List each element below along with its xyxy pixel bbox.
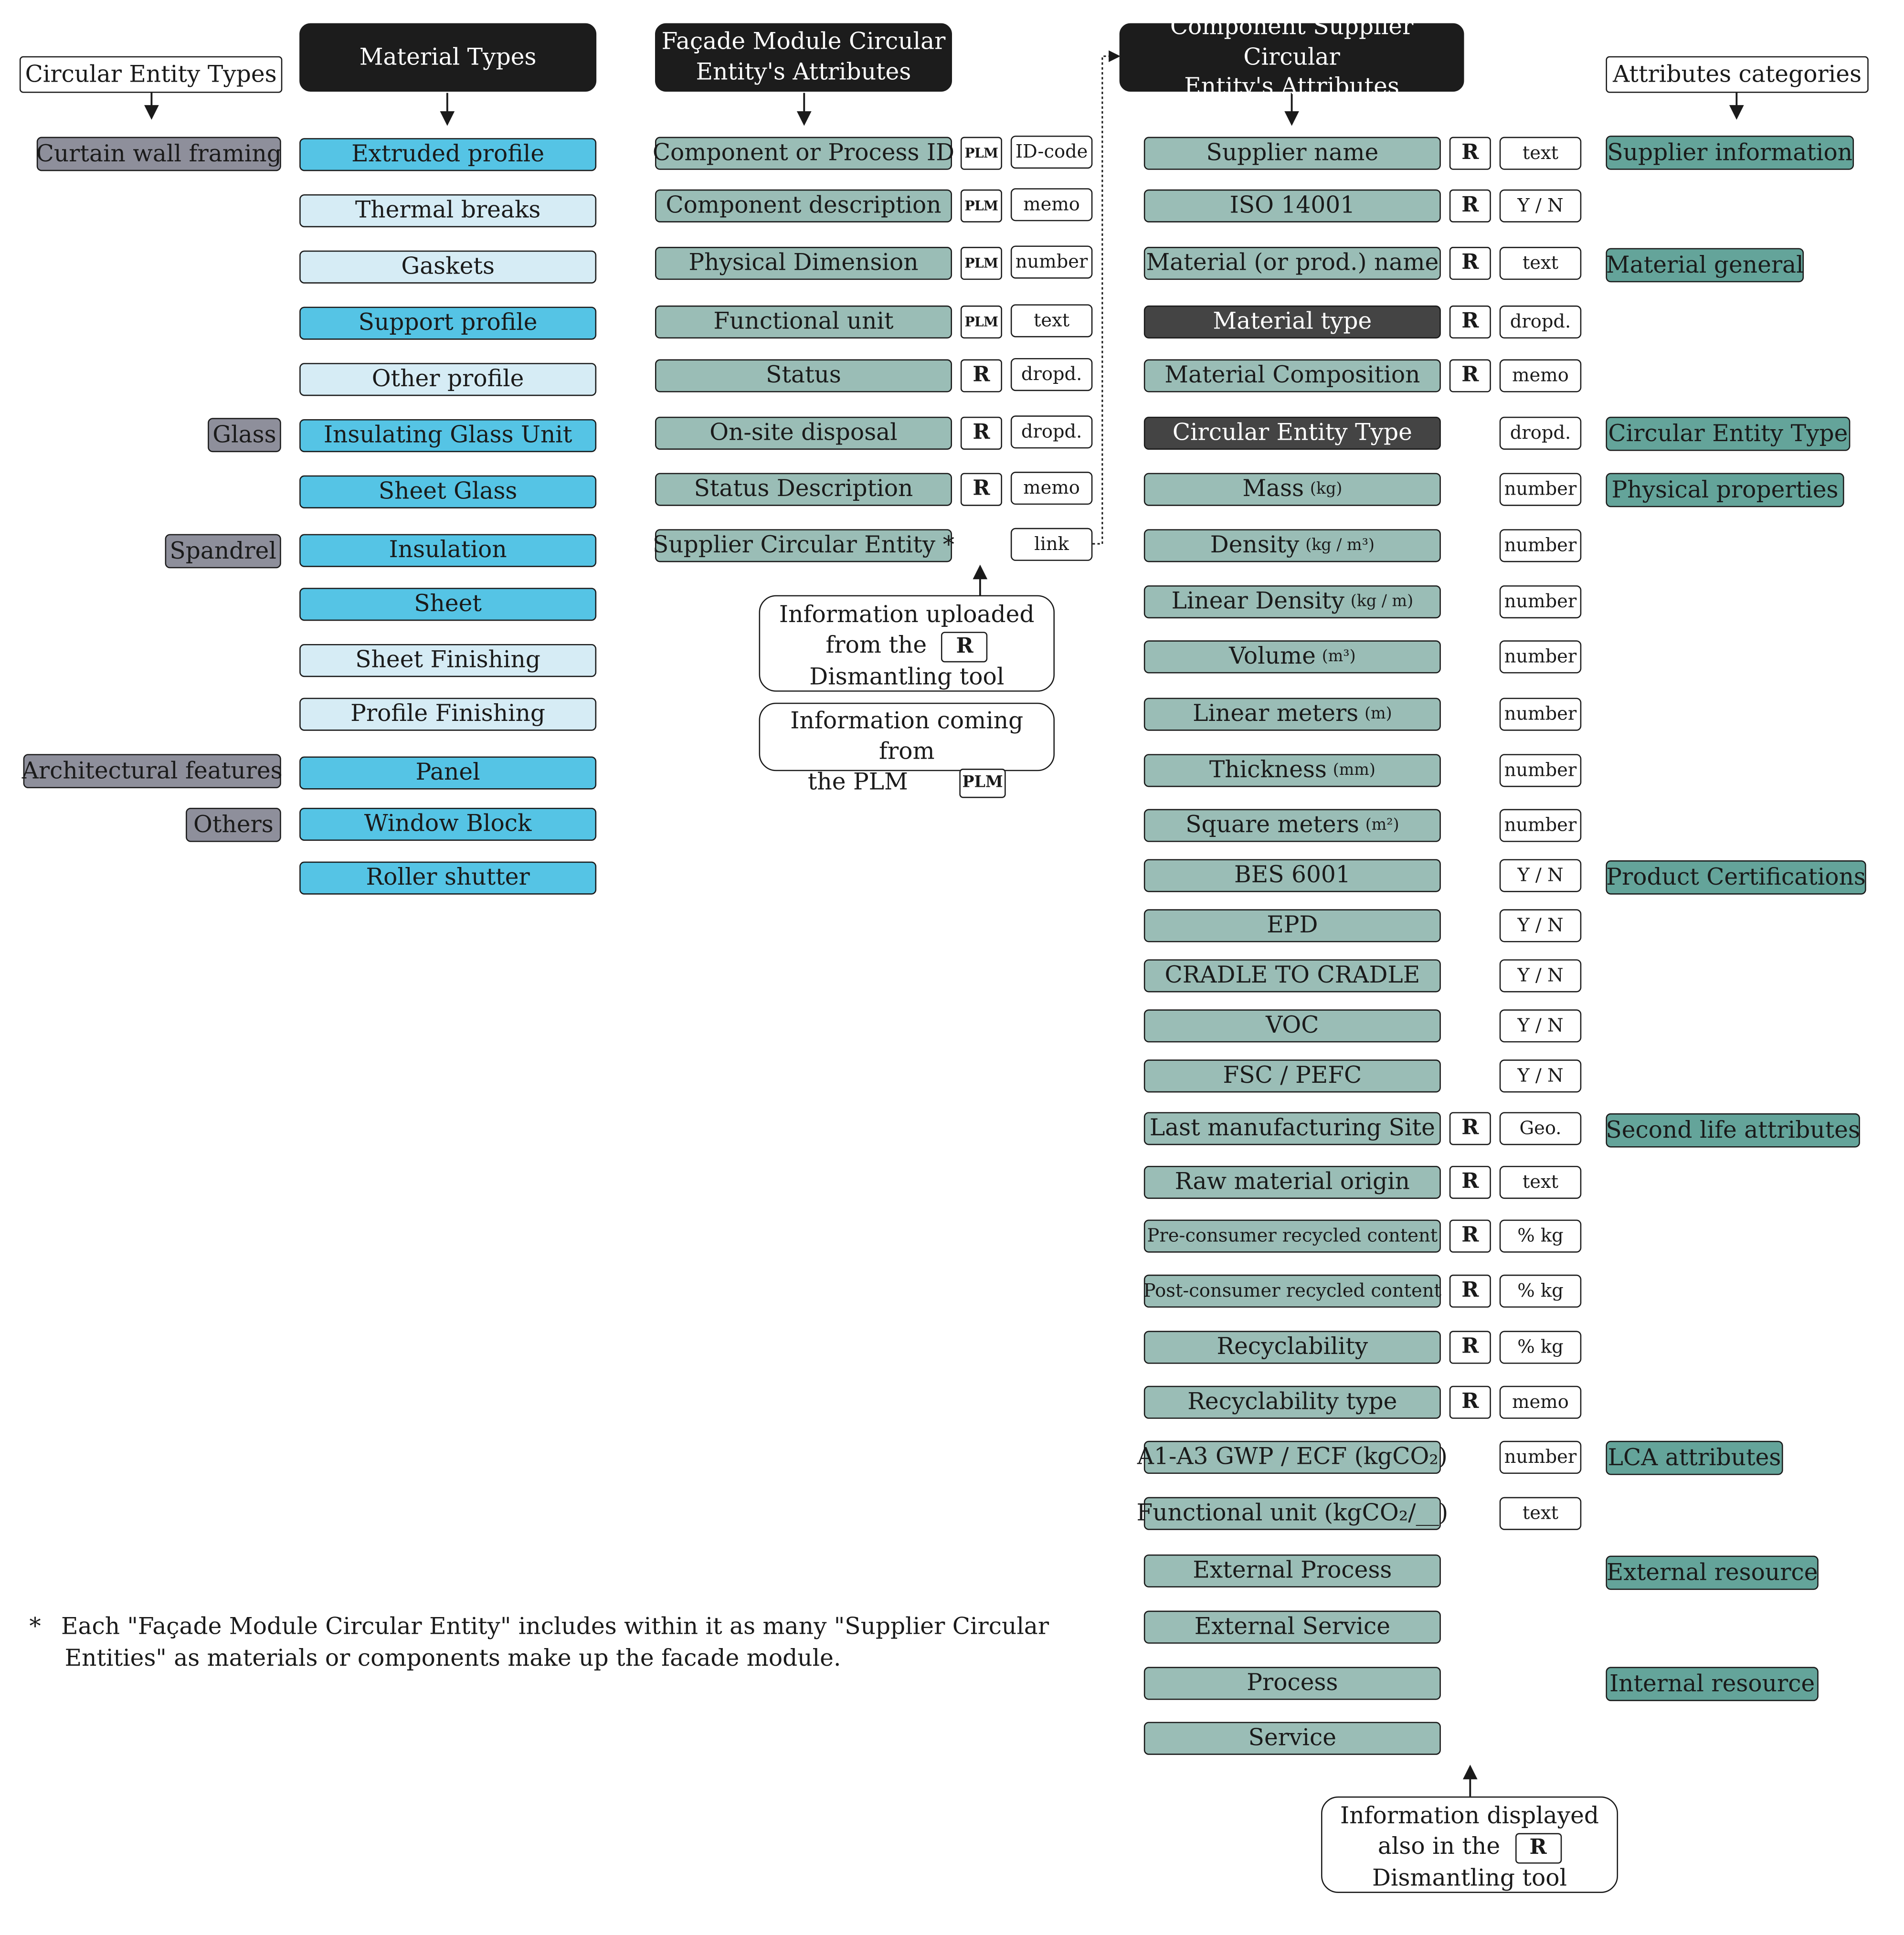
- supplier-attribute-box: [1144, 1331, 1441, 1364]
- supplier-type-box: number: [1500, 809, 1581, 842]
- supplier-attribute-label: Supplier name: [1206, 139, 1379, 167]
- supplier-type-box: Geo.: [1500, 1112, 1581, 1145]
- supplier-attribute-box: [1144, 473, 1441, 506]
- supplier-attribute-label: EPD: [1267, 911, 1318, 939]
- supplier-attribute-label: Material type: [1213, 308, 1372, 335]
- facade-attribute-box: On-site disposal: [655, 417, 952, 450]
- header-facade-attributes: Façade Module Circular Entity's Attributes: [655, 23, 952, 92]
- supplier-type-box: Y / N: [1500, 190, 1581, 222]
- facade-attribute-box: Physical Dimension: [655, 247, 952, 280]
- material-type-box: Thermal breaks: [299, 194, 596, 227]
- material-type-box: Insulation: [299, 534, 596, 567]
- plm-badge: PLM: [961, 190, 1002, 222]
- supplier-attribute-label: CRADLE TO CRADLE: [1164, 962, 1420, 989]
- supplier-attribute-box: [1144, 1611, 1441, 1644]
- r-badge: R: [1449, 1275, 1491, 1308]
- r-badge: R: [1449, 1112, 1491, 1145]
- facade-type-box: dropd.: [1011, 358, 1093, 391]
- supplier-attribute-label: Density: [1210, 531, 1300, 559]
- supplier-type-box: text: [1500, 1166, 1581, 1199]
- facade-attribute-box: Component or Process ID: [655, 137, 952, 170]
- supplier-attribute-label: Recyclability type: [1187, 1388, 1397, 1416]
- supplier-attribute-label: FSC / PEFC: [1223, 1062, 1362, 1089]
- header-entity-types: Circular Entity Types: [20, 56, 282, 93]
- supplier-attribute-label: Material (or prod.) name: [1146, 249, 1439, 276]
- supplier-attribute-label: Service: [1248, 1724, 1337, 1752]
- supplier-attribute-box: [1144, 417, 1441, 450]
- supplier-type-box: number: [1500, 1441, 1581, 1474]
- facade-attribute-box: Component description: [655, 190, 952, 222]
- supplier-attribute-box: [1137, 1441, 1448, 1474]
- r-badge: R: [1449, 306, 1491, 338]
- footnote-marker: *: [29, 1613, 41, 1640]
- material-type-box: Window Block: [299, 808, 596, 841]
- supplier-attribute-label: Linear meters: [1193, 700, 1359, 728]
- plm-badge: PLM: [961, 247, 1002, 280]
- supplier-attribute-label: VOC: [1266, 1012, 1319, 1039]
- facade-type-box: ID-code: [1011, 136, 1093, 169]
- supplier-attribute-label: External Service: [1194, 1613, 1391, 1640]
- supplier-attribute-label: Volume: [1229, 643, 1316, 670]
- entity-others: Others: [186, 808, 281, 842]
- material-type-box: Sheet Glass: [299, 476, 596, 508]
- supplier-type-box: Y / N: [1500, 1009, 1581, 1042]
- material-type-box: Other profile: [299, 363, 596, 396]
- supplier-attribute-box: [1144, 809, 1441, 842]
- supplier-attribute-box: [1144, 1386, 1441, 1419]
- supplier-attribute-box: [1144, 1722, 1441, 1755]
- supplier-attribute-label: Last manufacturing Site: [1149, 1114, 1435, 1142]
- supplier-attribute-box: [1144, 529, 1441, 562]
- facade-type-box: dropd.: [1011, 415, 1093, 448]
- supplier-attribute-box: [1144, 1275, 1441, 1308]
- entity-spandrel: Spandrel: [165, 534, 281, 569]
- supplier-attribute-label: Recyclability: [1216, 1333, 1368, 1360]
- supplier-attribute-box: [1144, 1667, 1441, 1700]
- supplier-type-box: number: [1500, 529, 1581, 562]
- facade-attribute-box: Status Description: [655, 473, 952, 506]
- supplier-type-box: memo: [1500, 1386, 1581, 1419]
- supplier-attribute-unit: (mm): [1333, 761, 1375, 780]
- dotted-link: [1092, 56, 1114, 544]
- header-supplier-attributes: Component Supplier Circular Entity's Attributes: [1120, 23, 1464, 92]
- supplier-attribute-label: Pre-consumer recycled content: [1147, 1224, 1438, 1247]
- facade-attribute-box: Supplier Circular Entity *: [655, 529, 952, 562]
- supplier-type-box: dropd.: [1500, 306, 1581, 338]
- supplier-attribute-box: [1144, 190, 1441, 222]
- supplier-attribute-box: [1144, 137, 1441, 170]
- supplier-attribute-box: [1144, 1112, 1441, 1145]
- supplier-attribute-box: [1144, 1166, 1441, 1199]
- facade-attribute-box: Functional unit: [655, 306, 952, 338]
- attribute-category-box: Physical properties: [1606, 473, 1844, 508]
- supplier-type-box: text: [1500, 247, 1581, 280]
- footnote-text: Each "Façade Module Circular Entity" includes within it as many "Supplier Circular Entities" as materials or components make up the facade module.: [61, 1613, 1049, 1672]
- r-badge: R: [1449, 190, 1491, 222]
- supplier-type-box: Y / N: [1500, 909, 1581, 942]
- supplier-type-box: number: [1500, 754, 1581, 787]
- r-badge: R: [1449, 360, 1491, 392]
- legend-displayed-r-badge: R: [1515, 1832, 1561, 1863]
- supplier-type-box: number: [1500, 640, 1581, 673]
- supplier-attribute-label: Post-consumer recycled content: [1143, 1279, 1442, 1302]
- supplier-type-box: number: [1500, 698, 1581, 731]
- material-type-box: Profile Finishing: [299, 698, 596, 731]
- supplier-attribute-label: External Process: [1193, 1557, 1392, 1584]
- supplier-attribute-label: BES 6001: [1234, 861, 1351, 888]
- material-type-box: Roller shutter: [299, 862, 596, 895]
- r-badge: R: [1449, 1220, 1491, 1253]
- attribute-category-box: Material general: [1606, 248, 1804, 283]
- supplier-type-box: number: [1500, 585, 1581, 618]
- supplier-attribute-label: Thickness: [1209, 756, 1327, 783]
- supplier-attribute-box: [1144, 859, 1441, 892]
- supplier-attribute-label: Circular Entity Type: [1172, 419, 1412, 446]
- supplier-attribute-label: Raw material origin: [1174, 1168, 1410, 1195]
- plm-badge: PLM: [961, 137, 1002, 170]
- supplier-attribute-box: [1144, 585, 1441, 618]
- legend-plm-note: Information coming from the PLM PLM: [759, 703, 1055, 771]
- supplier-attribute-unit: (kg / m³): [1305, 536, 1375, 555]
- attribute-category-box: External resource: [1606, 1555, 1818, 1590]
- supplier-attribute-label: Process: [1247, 1669, 1338, 1696]
- legend-displayed-note: Information displayed also in the R Dismantling tool: [1321, 1797, 1618, 1893]
- material-type-box: Gaskets: [299, 251, 596, 284]
- r-badge: R: [961, 417, 1002, 450]
- entity-glass: Glass: [208, 418, 281, 452]
- supplier-attribute-box: [1144, 1009, 1441, 1042]
- supplier-attribute-unit: (m): [1365, 705, 1392, 724]
- supplier-attribute-label: A1-A3 GWP / ECF (kgCO₂): [1137, 1443, 1448, 1470]
- supplier-type-box: % kg: [1500, 1331, 1581, 1364]
- supplier-type-box: number: [1500, 473, 1581, 506]
- header-material-types: Material Types: [299, 23, 596, 92]
- supplier-attribute-label: Square meters: [1185, 811, 1359, 838]
- supplier-attribute-label: ISO 14001: [1229, 191, 1355, 219]
- supplier-attribute-box: [1136, 1497, 1449, 1530]
- supplier-attribute-box: [1144, 1059, 1441, 1092]
- supplier-attribute-box: [1144, 1554, 1441, 1587]
- supplier-type-box: memo: [1500, 360, 1581, 392]
- material-type-box: Support profile: [299, 307, 596, 339]
- facade-type-box: text: [1011, 304, 1093, 337]
- r-badge: R: [1449, 137, 1491, 170]
- r-badge: R: [1449, 1331, 1491, 1364]
- r-badge: R: [961, 473, 1002, 506]
- supplier-attribute-box: [1144, 247, 1441, 280]
- supplier-attribute-box: [1144, 959, 1441, 992]
- supplier-attribute-box: [1144, 1220, 1441, 1253]
- supplier-attribute-label: Linear Density: [1171, 588, 1344, 615]
- material-type-box: Extruded profile: [299, 138, 596, 171]
- supplier-type-box: % kg: [1500, 1220, 1581, 1253]
- supplier-type-box: Y / N: [1500, 1059, 1581, 1092]
- supplier-type-box: Y / N: [1500, 959, 1581, 992]
- header-attribute-categories: Attributes categories: [1606, 56, 1868, 93]
- material-type-box: Sheet: [299, 588, 596, 621]
- attribute-category-box: Circular Entity Type: [1606, 417, 1850, 451]
- r-badge: R: [1449, 1386, 1491, 1419]
- supplier-type-box: text: [1500, 1497, 1581, 1530]
- r-badge: R: [1449, 247, 1491, 280]
- supplier-attribute-label: Functional unit (kgCO₂/__): [1136, 1499, 1449, 1527]
- entity-architectural-features: Architectural features: [23, 754, 281, 788]
- facade-type-box: link: [1011, 528, 1093, 561]
- supplier-attribute-box: [1144, 754, 1441, 787]
- supplier-attribute-unit: (kg): [1310, 480, 1343, 499]
- attribute-category-box: Supplier information: [1606, 136, 1854, 170]
- facade-type-box: number: [1011, 245, 1093, 278]
- supplier-attribute-box: [1144, 306, 1441, 338]
- facade-type-box: memo: [1011, 472, 1093, 505]
- material-type-box: Sheet Finishing: [299, 644, 596, 677]
- supplier-attribute-unit: (m³): [1322, 647, 1356, 666]
- supplier-attribute-label: Material Composition: [1164, 361, 1420, 389]
- supplier-attribute-box: [1144, 640, 1441, 673]
- attribute-category-box: LCA attributes: [1606, 1441, 1783, 1475]
- r-badge: R: [1449, 1166, 1491, 1199]
- supplier-type-box: Y / N: [1500, 859, 1581, 892]
- attribute-category-box: Product Certifications: [1606, 860, 1866, 895]
- plm-badge: PLM: [961, 306, 1002, 338]
- legend-uploaded-note: Information uploaded from the R Dismantling tool: [759, 595, 1055, 692]
- entity-curtain-wall-framing: Curtain wall framing: [37, 137, 281, 171]
- facade-type-box: memo: [1011, 188, 1093, 221]
- supplier-attribute-unit: (m²): [1365, 816, 1399, 835]
- supplier-type-box: dropd.: [1500, 417, 1581, 450]
- material-type-box: Panel: [299, 756, 596, 789]
- supplier-attribute-label: Mass: [1242, 475, 1304, 503]
- supplier-attribute-unit: (kg / m): [1350, 592, 1414, 611]
- material-type-box: Insulating Glass Unit: [299, 419, 596, 452]
- legend-r-badge: R: [941, 631, 988, 662]
- attribute-category-box: Internal resource: [1606, 1667, 1818, 1701]
- supplier-type-box: text: [1500, 137, 1581, 170]
- supplier-type-box: % kg: [1500, 1275, 1581, 1308]
- supplier-attribute-box: [1144, 909, 1441, 942]
- supplier-attribute-box: [1144, 360, 1441, 392]
- facade-attribute-box: Status: [655, 360, 952, 392]
- attribute-category-box: Second life attributes: [1606, 1113, 1860, 1148]
- legend-plm-badge: PLM: [959, 769, 1005, 798]
- r-badge: R: [961, 360, 1002, 392]
- supplier-attribute-box: [1144, 698, 1441, 731]
